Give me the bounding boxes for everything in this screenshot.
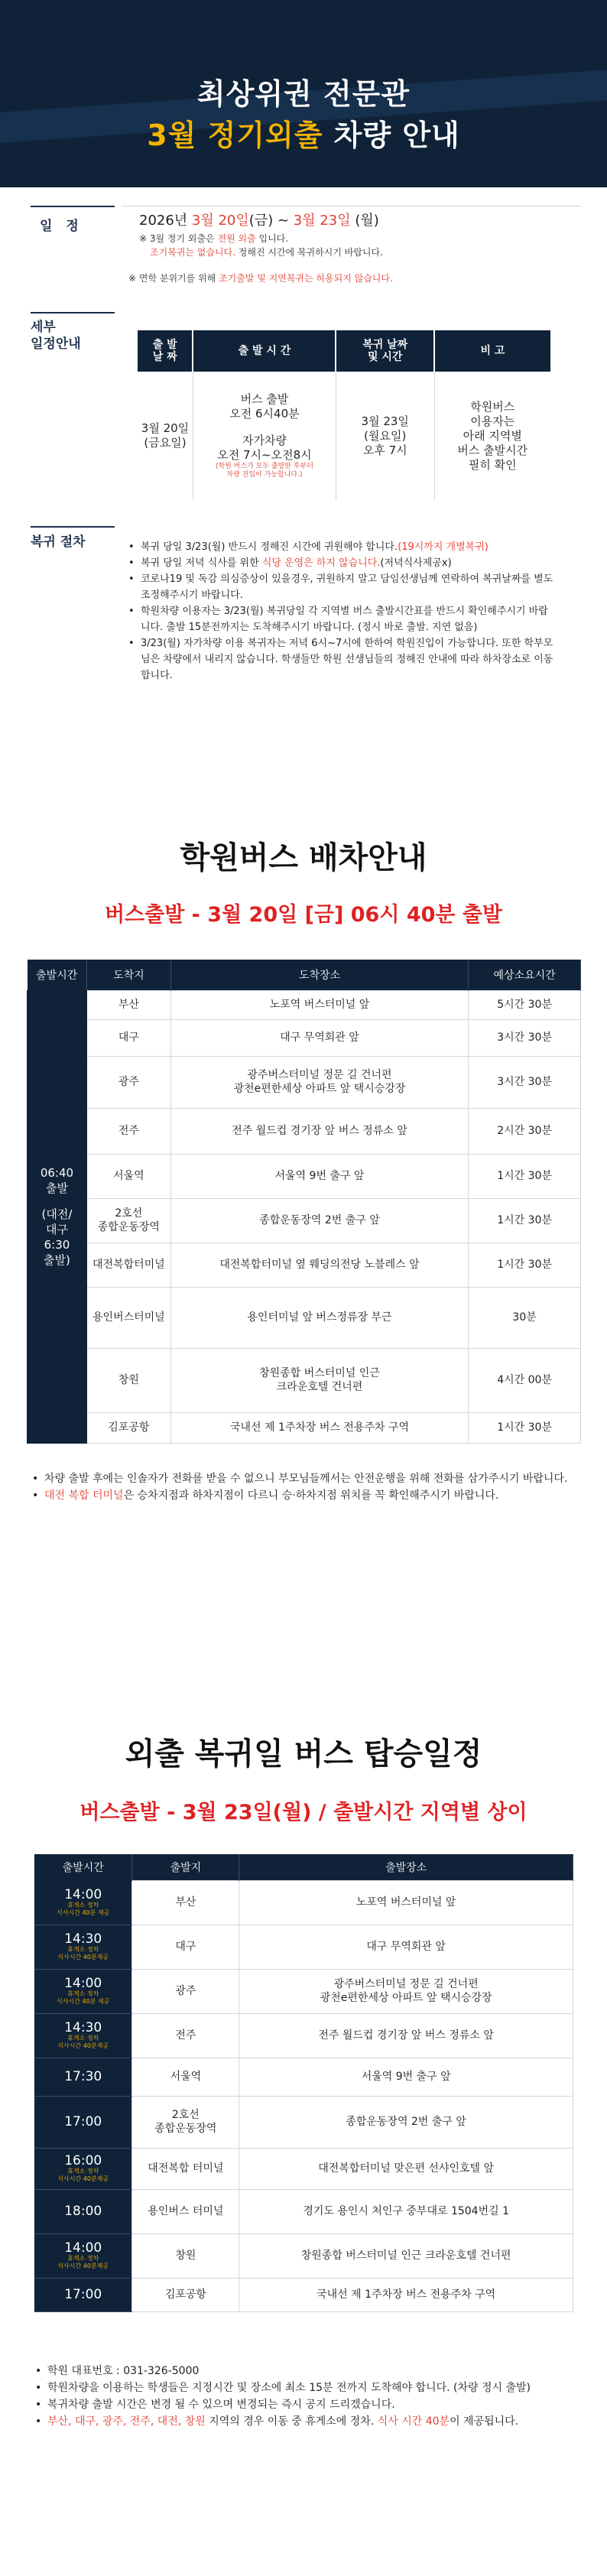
- place-cell: 용인터미널 앞 버스정류장 부근: [170, 1287, 468, 1348]
- section2-title: 외출 복귀일 버스 탑승일정: [125, 1736, 482, 1772]
- list-item: • 3/23(월) 자가차량 이용 복귀자는 저녁 6시~7시에 한하여 학원진입이 가능합니다. 또한 학부모님은 차량에서 내리지 않습니다. 학생들만 학원 선생님들의 정해진 안내에 따라 하차장소로 이동합니다.: [128, 635, 557, 684]
- duration-cell: 1시간 30분: [469, 1243, 581, 1287]
- place-cell: 국내선 제 1주차장 버스 전용주차 구역: [239, 2278, 573, 2311]
- origin-cell: 용인버스 터미널: [132, 2189, 239, 2233]
- schedule-label: 일 정: [40, 219, 83, 234]
- dest-cell: 김포공항: [86, 1412, 170, 1443]
- return-time: 3월 23일 (월요일) 오후 7시: [336, 372, 434, 500]
- return-bus-table: [34, 1854, 573, 2312]
- table-header: 복귀 날짜 및 시간: [336, 330, 434, 372]
- place-cell: 광주버스터미널 정문 길 건너편 광천e편한세상 아파트 앞 택시승강장: [170, 1056, 468, 1108]
- dest-cell: 대구: [86, 1019, 170, 1056]
- origin-cell: 대구: [132, 1925, 239, 1969]
- detail-label: 세부 일정안내: [31, 320, 81, 352]
- place-cell: 노포역 버스터미널 앞: [239, 1880, 573, 1925]
- bus-departure-table: [27, 960, 581, 1444]
- origin-cell: 서울역: [132, 2058, 239, 2096]
- list-item: • 학원차량 이용자는 3/23(월) 복귀당일 각 지역별 버스 출발시간표를 반드시 확인해주시기 바랍니다. 출발 15분전까지는 도착해주시기 바랍니다. (정시 바로 출발. 지연 없음): [128, 603, 557, 635]
- place-cell: 대구 무역회관 앞: [239, 1925, 573, 1969]
- duration-cell: 1시간 30분: [469, 1198, 581, 1243]
- place-cell: 경기도 용인시 처인구 중부대로 1504번길 1: [239, 2189, 573, 2233]
- origin-cell: 대전복합 터미널: [132, 2148, 239, 2189]
- time-cell: 17:00: [34, 2096, 132, 2148]
- time-cell: 14:00 휴게소 정차 식사시간 40분 제공: [34, 1969, 132, 2013]
- dest-cell: 대전복합터미널: [86, 1243, 170, 1287]
- time-cell: 18:00: [34, 2189, 132, 2233]
- origin-cell: 부산: [132, 1880, 239, 1925]
- dest-cell: 창원: [86, 1348, 170, 1412]
- place-cell: 전주 월드컵 경기장 앞 버스 정류소 앞: [170, 1108, 468, 1154]
- place-cell: 노포역 버스터미널 앞: [170, 990, 468, 1019]
- dest-cell: 광주: [86, 1056, 170, 1108]
- list-item: • 복귀 당일 3/23(월) 반드시 정해진 시간에 귀원해야 합니다.(19시까지 개별복귀): [128, 539, 557, 555]
- place-cell: 종합운동장역 2번 출구 앞: [239, 2096, 573, 2148]
- hero-highlight: 3월 정기외출: [147, 119, 323, 152]
- duration-cell: 1시간 30분: [469, 1154, 581, 1198]
- place-cell: 창원종합 버스터미널 인근 크라운호텔 건너편: [239, 2233, 573, 2278]
- section1-title: 학원버스 배차안내: [180, 840, 427, 875]
- table-header: 비 고: [434, 330, 550, 372]
- origin-cell: 김포공항: [132, 2278, 239, 2311]
- dest-cell: 전주: [86, 1108, 170, 1154]
- list-item: • 학원 대표번호 : 031-326-5000: [34, 2363, 584, 2379]
- return-label: 복귀 절차: [31, 534, 86, 550]
- table-header: 예상소요시간: [469, 960, 581, 990]
- depart-time: 버스 출발 오전 6시40분 자가차량 오전 7시~오전8시 (학원 버스가 모두 출발한 후부터 차량 진입이 가능합니다.): [193, 372, 336, 500]
- table-header: 출 발 날 짜: [138, 330, 193, 372]
- time-cell: 17:30: [34, 2058, 132, 2096]
- list-item: • 부산, 대구, 광주, 전주, 대전, 창원 지역의 경우 이동 중 휴게소에 정차. 식사 시간 40분이 제공됩니다.: [34, 2413, 584, 2430]
- section1-notes: [31, 1470, 581, 1504]
- hero-title-rest: 차량 안내: [323, 119, 460, 152]
- divider: [31, 312, 115, 313]
- hero-title-line1: 최상위권 전문관: [196, 77, 411, 111]
- return-bullets: [128, 539, 557, 684]
- dest-cell: 용인버스터미널: [86, 1287, 170, 1348]
- dest-cell: 부산: [86, 990, 170, 1019]
- date-note-1: ※ 3월 정기 외출은 전원 외출 입니다.: [139, 233, 289, 244]
- place-cell: 서울역 9번 출구 앞: [170, 1154, 468, 1198]
- list-item: • 복귀 당일 저녁 식사를 위한 식당 운영은 하지 않습니다.(저녁식사제공x): [128, 555, 557, 571]
- table-header: 출발장소: [239, 1854, 573, 1880]
- time-cell: 17:00: [34, 2278, 132, 2311]
- duration-cell: 3시간 30분: [469, 1019, 581, 1056]
- table-header: 도착지: [86, 960, 170, 990]
- section2-subtitle: 버스출발 - 3월 23일(월) / 출발시간 지역별 상이: [80, 1801, 527, 1824]
- table-header: 출 발 시 간: [193, 330, 336, 372]
- duration-cell: 1시간 30분: [469, 1412, 581, 1443]
- place-cell: 대전복합터미널 맞은편 선샤인호텔 앞: [239, 2148, 573, 2189]
- dest-cell: 2호선 종합운동장역: [86, 1198, 170, 1243]
- section1-subtitle: 버스출발 - 3월 20일 [금] 06시 40분 출발: [104, 903, 503, 927]
- time-cell: 14:30 휴게소 정차 식사시간 40분제공: [34, 1925, 132, 1969]
- origin-cell: 광주: [132, 1969, 239, 2013]
- duration-cell: 3시간 30분: [469, 1056, 581, 1108]
- date-note-3: ※ 면학 분위기를 위해 조기출발 및 지연복귀는 허용되지 않습니다.: [128, 273, 393, 284]
- origin-cell: 전주: [132, 2013, 239, 2058]
- table-header: 출발지: [132, 1854, 239, 1880]
- remark: 학원버스 이용자는 아래 지역별 버스 출발시간 필히 확인: [457, 399, 528, 472]
- duration-cell: 30분: [469, 1287, 581, 1348]
- place-cell: 전주 월드컵 경기장 앞 버스 정류소 앞: [239, 2013, 573, 2058]
- time-cell: 16:00 휴게소 정차 식사시간 40분제공: [34, 2148, 132, 2189]
- origin-cell: 2호선 종합운동장역: [132, 2096, 239, 2148]
- list-item: • 대전 복합 터미널은 승차지점과 하차지점이 다르니 승·하차지점 위치를 꼭 확인해주시기 바랍니다.: [31, 1487, 581, 1504]
- list-item: • 차량 출발 후에는 인솔자가 전화를 받을 수 없으니 부모님들께서는 안전운행을 위해 전화를 삼가주시기 바랍니다.: [31, 1470, 581, 1487]
- section2-notes: [34, 2363, 584, 2430]
- table-header: 도착장소: [170, 960, 468, 990]
- list-item: • 코로나19 및 독감 의심증상이 있을경우, 귀원하지 말고 담임선생님께 연락하여 복귀날짜를 별도 조정해주시기 바랍니다.: [128, 571, 557, 603]
- place-cell: 대구 무역회관 앞: [170, 1019, 468, 1056]
- duration-cell: 5시간 30분: [469, 990, 581, 1019]
- place-cell: 국내선 제 1주차장 버스 전용주차 구역: [170, 1412, 468, 1443]
- time-cell: 14:00 휴게소 정차 식사시간 40분제공: [34, 2233, 132, 2278]
- table-header: 출발시간: [34, 1854, 132, 1880]
- date-note-2: 조기복귀는 없습니다. 정해진 시간에 복귀하시기 바랍니다.: [150, 247, 383, 258]
- departure-time-cell: 06:40 출발 (대전/ 대구 6:30 출발): [28, 990, 87, 1443]
- duration-cell: 4시간 00분: [469, 1348, 581, 1412]
- list-item: • 복귀차량 출발 시간은 변경 될 수 있으며 변경되는 즉시 공지 드리겠습니다.: [34, 2396, 584, 2413]
- depart-date: 3월 20일 (금요일): [138, 372, 193, 500]
- time-cell: 14:00 휴게소 정차 식사시간 40분 제공: [34, 1880, 132, 1925]
- place-cell: 창원종합 버스터미널 인근 크라운호텔 건너편: [170, 1348, 468, 1412]
- place-cell: 서울역 9번 출구 앞: [239, 2058, 573, 2096]
- divider: [31, 206, 115, 207]
- place-cell: 대전복합터미널 옆 웨딩의전당 노블레스 앞: [170, 1243, 468, 1287]
- dest-cell: 서울역: [86, 1154, 170, 1198]
- hero-title-line2: [0, 112, 607, 154]
- duration-cell: 2시간 30분: [469, 1108, 581, 1154]
- date-range: 2026년 3월 20일(금) ~ 3월 23일 (월): [139, 213, 379, 229]
- time-cell: 14:30 휴게소 정차 식사시간 40분제공: [34, 2013, 132, 2058]
- place-cell: 광주버스터미널 정문 길 건너편 광천e편한세상 아파트 앞 택시승강장: [239, 1969, 573, 2013]
- place-cell: 종합운동장역 2번 출구 앞: [170, 1198, 468, 1243]
- table-header: 출발시간: [28, 960, 87, 990]
- divider: [31, 526, 115, 528]
- detail-schedule-table: [138, 330, 550, 500]
- hero-banner: [0, 0, 607, 187]
- origin-cell: 창원: [132, 2233, 239, 2278]
- list-item: • 학원차량을 이용하는 학생들은 지정시간 및 장소에 최소 15분 전까지 도착해야 합니다. (차량 정시 출발): [34, 2379, 584, 2396]
